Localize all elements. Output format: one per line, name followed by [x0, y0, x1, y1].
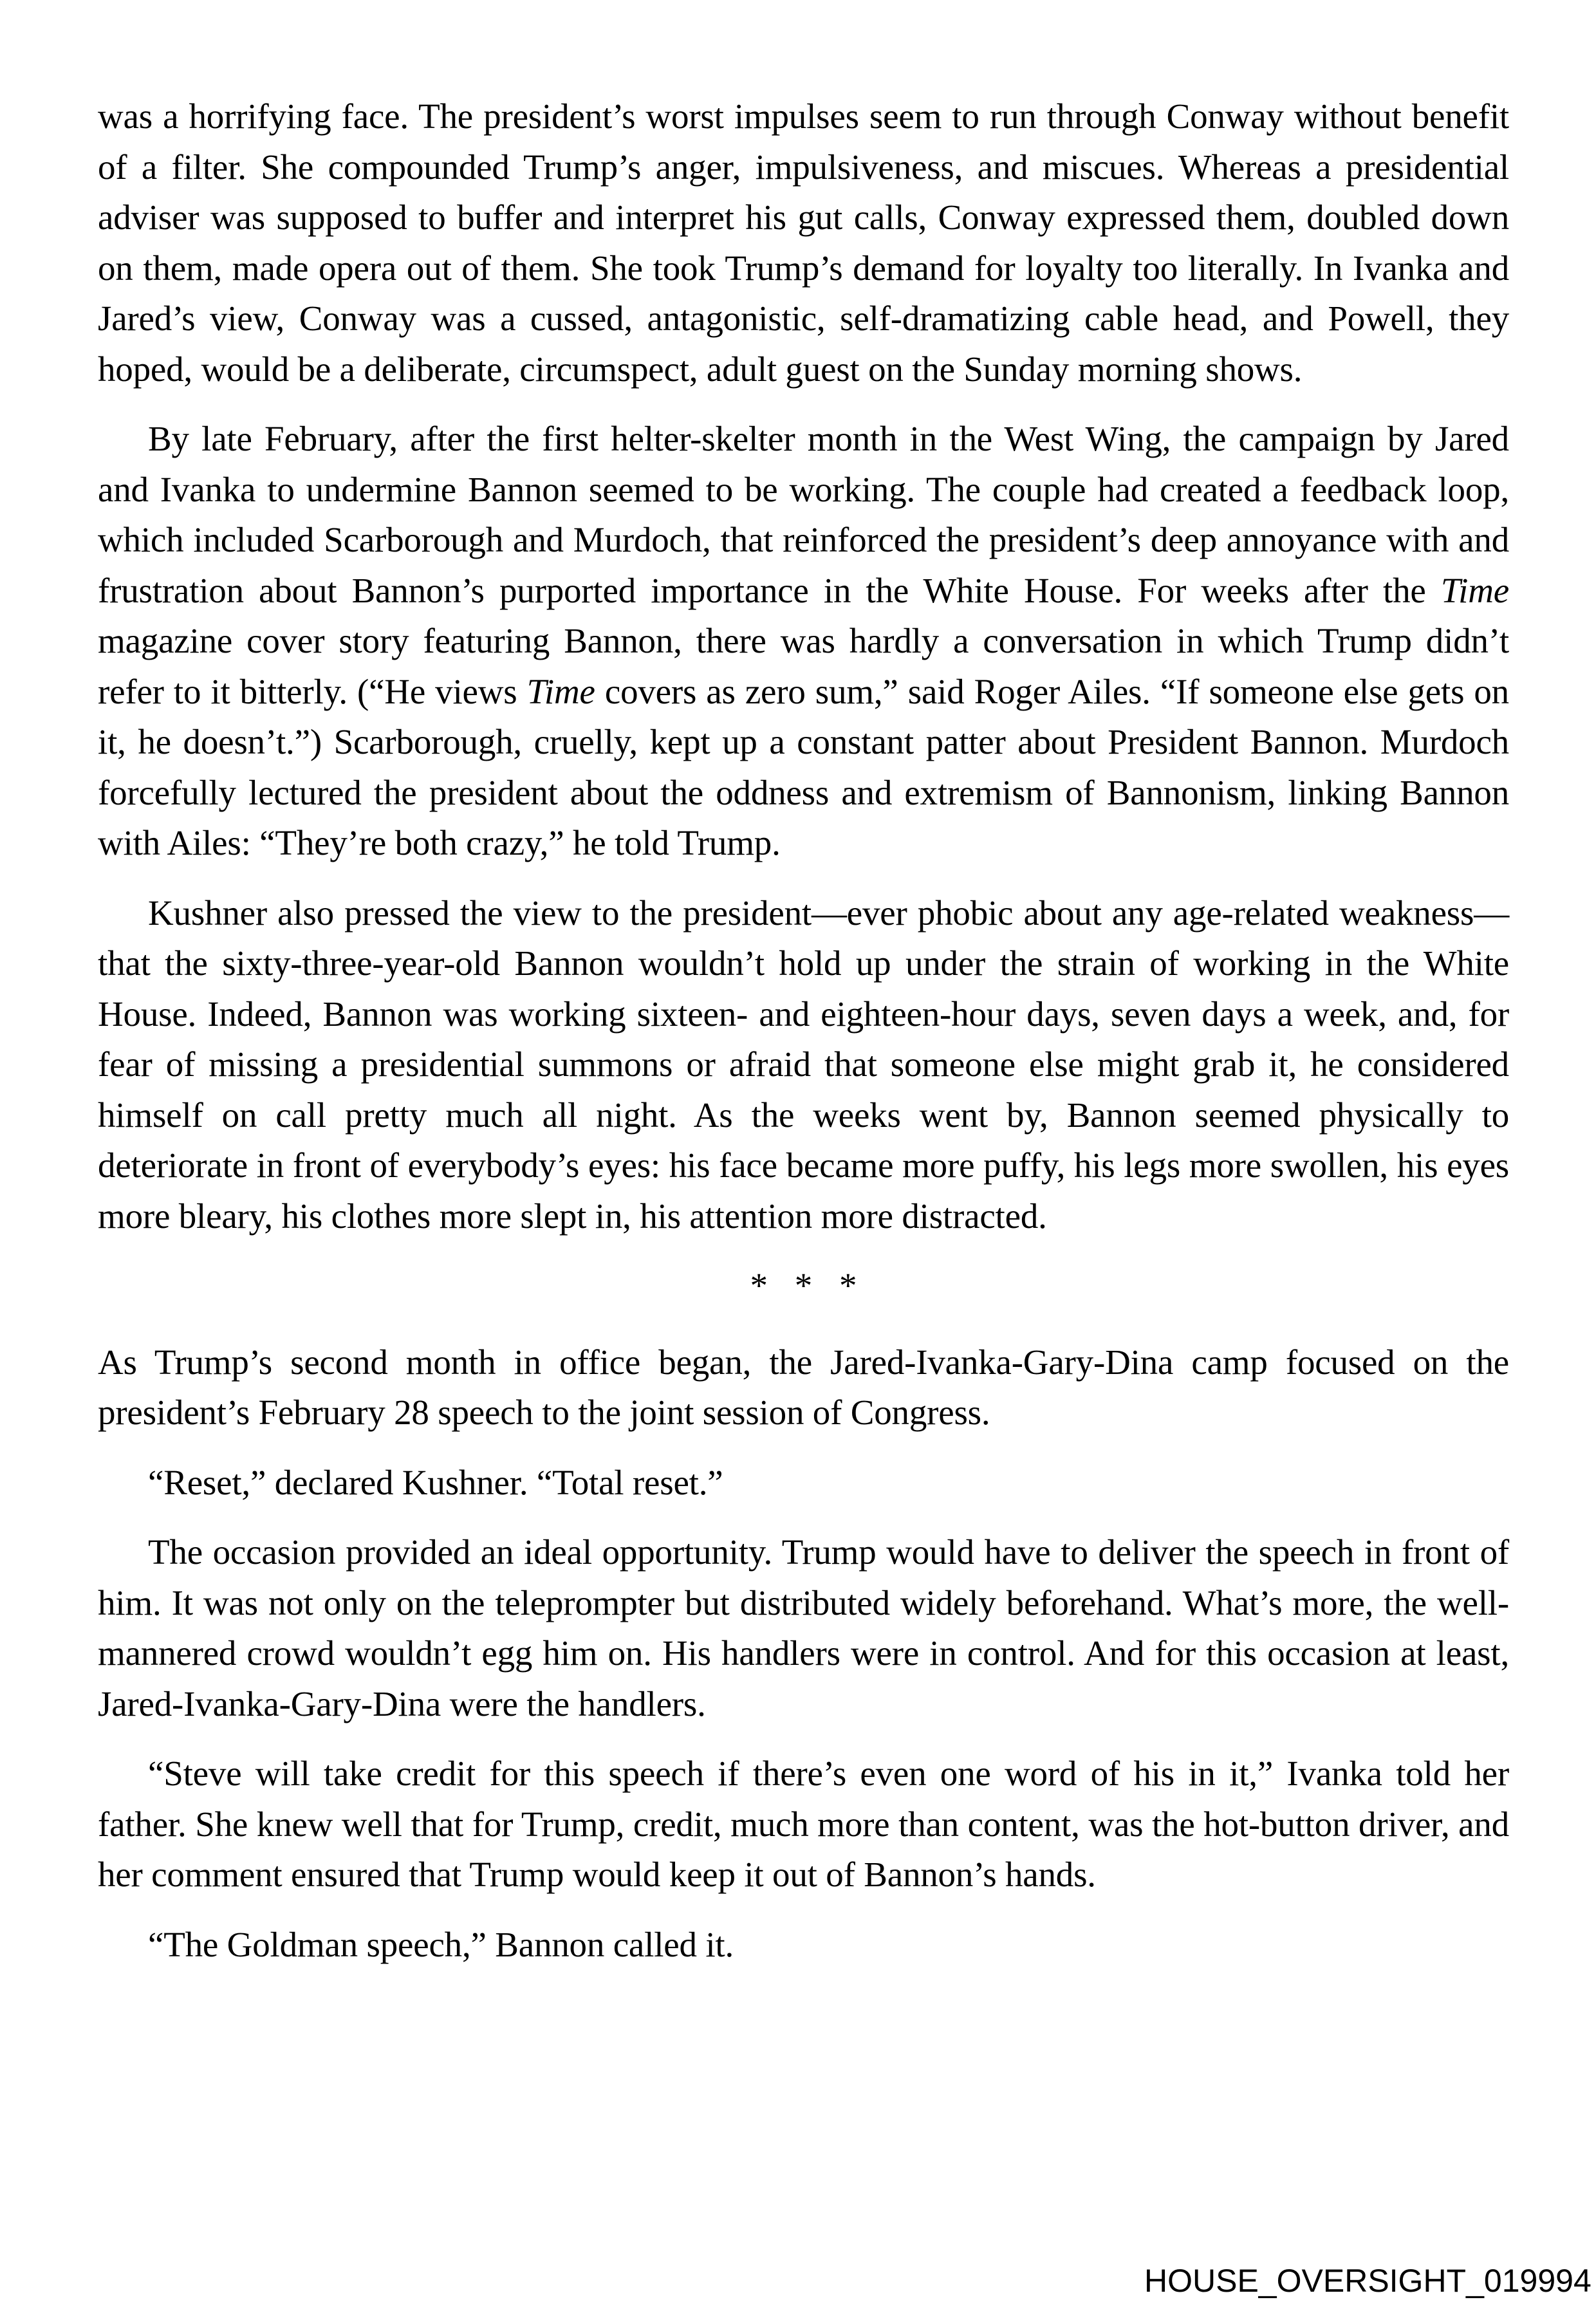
paragraph-text: As Trump’s second month in office began, the Jared-Ivanka-Gary-Dina camp focused on the president’s February 28 speech to the joint session of Congress.	[98, 1342, 1509, 1432]
paragraph-text: By late February, after the first helter-skelter month in the West Wing, the campaign by Jared and Ivanka to undermine Bannon seemed to be working. The couple had created a feedback loop, which included Scarborough and Murdoch, that reinforced the president’s deep annoyance with and frustration about Bannon’s purported importance in the White House. For weeks after the	[98, 419, 1509, 610]
paragraph-text: The occasion provided an ideal opportunity. Trump would have to deliver the speech in front of him. It was not only on the teleprompter but distributed widely beforehand. What’s more, the well-mannered crowd wouldn’t egg him on. His handlers were in control. And for this occasion at least, Jared-Ivanka-Gary-Dina were the handlers.	[98, 1532, 1509, 1723]
paragraph-ideal-opportunity	[98, 1527, 1509, 1729]
section-break: * * *	[750, 1266, 866, 1305]
paragraph-campaign-against-bannon	[98, 414, 1509, 869]
italic-magazine-title: Time	[526, 671, 595, 711]
page-body	[98, 91, 1509, 1989]
paragraph-reset-quote	[98, 1458, 1509, 1508]
paragraph-goldman-speech	[98, 1920, 1509, 1971]
bates-number-footer: HOUSE_OVERSIGHT_019994	[1144, 2263, 1591, 2299]
paragraph-conway-description	[98, 91, 1509, 394]
paragraph-steve-credit	[98, 1749, 1509, 1900]
paragraph-text: Kushner also pressed the view to the president—ever phobic about any age-related weakness—that the sixty-three-year-old Bannon wouldn’t hold up under the strain of working in the White House. Indeed, Bannon was working sixteen- and eighteen-hour days, seven days a week, and, for fear of missing a presidential summons or afraid that someone else might grab it, he considered himself on call pretty much all night. As the weeks went by, Bannon seemed physically to deteriorate in front of everybody’s eyes: his face became more puffy, his legs more swollen, his eyes more bleary, his clothes more slept in, his attention more distracted.	[98, 893, 1509, 1236]
paragraph-text: magazine cover story featuring Bannon, there was hardly a conversation in which Trump didn’t refer to it bitterly. (“He views	[98, 621, 1509, 711]
paragraph-text: “The Goldman speech,” Bannon called it.	[148, 1924, 734, 1964]
italic-magazine-title: Time	[1440, 570, 1509, 610]
paragraph-text: “Reset,” declared Kushner. “Total reset.”	[148, 1462, 723, 1502]
paragraph-text: “Steve will take credit for this speech if there’s even one word of his in it,” Ivanka told her father. She knew well that for Trump, credit, much more than content, was the hot-button driver, and her comment ensured that Trump would keep it out of Bannon’s hands.	[98, 1754, 1509, 1894]
paragraph-text: was a horrifying face. The president’s worst impulses seem to run through Conway without benefit of a filter. She compounded Trump’s anger, impulsiveness, and miscues. Whereas a presidential adviser was supposed to buffer and interpret his gut calls, Conway expressed them, doubled down on them, made opera out of them. She took Trump’s demand for loyalty too literally. In Ivanka and Jared’s view, Conway was a cussed, antagonistic, self-dramatizing cable head, and Powell, they hoped, would be a deliberate, circumspect, adult guest on the Sunday morning shows.	[98, 97, 1509, 389]
paragraph-second-month	[98, 1337, 1509, 1438]
paragraph-text: covers as zero sum,” said Roger Ailes. “If someone else gets on it, he doesn’t.”) Scarborough, cruelly, kept up a constant patter about President Bannon. Murdoch forcefully lectured the president about the oddness and extremism of Bannonism, linking Bannon with Ailes: “They’re both crazy,” he told Trump.	[98, 671, 1509, 862]
paragraph-bannon-deterioration	[98, 888, 1509, 1242]
